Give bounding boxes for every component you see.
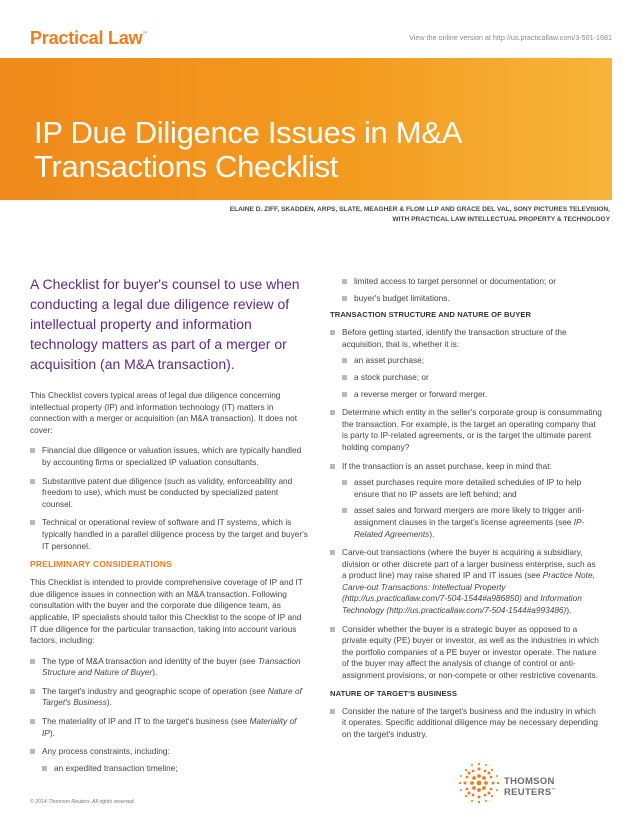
carve-out-it-link[interactable]: Information Technology (http://us.practicallaw.com/7-504-1544#a993486) xyxy=(342,593,582,616)
asset-points-sublist xyxy=(342,477,602,540)
copyright-footer: © 2014 Thomson Reuters. All rights reserved. xyxy=(30,799,136,805)
authors-line-1: ELAINE D. ZIFF, SKADDEN, ARPS, SLATE, MEAGHER & FLOM LLP AND GRACE DEL VAL, SONY PICTURES TELEVISION, xyxy=(229,206,610,213)
sub-list-item: an expedited transaction timeline; xyxy=(42,763,310,775)
list-item: Technical or operational review of software and IT systems, which is typically handled in a parallel diligence process by the target and buyer's IT personnel. xyxy=(30,517,310,552)
intro-paragraph: This Checklist covers typical areas of legal due diligence concerning intellectual property (IP) and information technology (IT) matters in connection with a merger or acquisition (an M&A transaction). It does not cover: xyxy=(30,390,298,435)
list-item: If the transaction is an asset purchase, keep in mind that: asset purchases require more detailed schedules of IP to help ensure that no IP assets are left behind; and asset sales and forward mergers are more likely to trigger anti-assignment clauses in the target's license agreements (see IP-Related Agreements). xyxy=(330,461,602,541)
constraints-sublist-continued xyxy=(330,276,602,304)
sub-list-item: asset sales and forward mergers are more likely to trigger anti-assignment clauses in the target's license agreements (see IP-Related Agreements). xyxy=(342,505,602,540)
nature-list xyxy=(330,706,602,741)
sub-list-item: a reverse merger or forward merger. xyxy=(342,389,602,401)
authors-line-2: WITH PRACTICAL LAW INTELLECTUAL PROPERTY & TECHNOLOGY xyxy=(392,216,610,223)
constraints-sublist xyxy=(42,763,310,775)
sub-list-item: buyer's budget limitations. xyxy=(342,293,602,305)
list-item: The target's industry and geographic scope of operation (see Nature of Target's Business). xyxy=(30,686,310,709)
factors-list xyxy=(30,656,310,775)
thomson-reuters-wordmark: THOMSON REUTERS™ xyxy=(504,776,556,799)
list-item: Carve-out transactions (where the buyer is acquiring a subsidiary, division or other discrete part of a larger business enterprise, such as a product line) may raise shared IP and IT issues (see Practice Note, Carve-out Transactions: Intellectual Property (http://us.practicallaw.com/7-504-1544#a986850) and Information Technology (http://us.practicallaw.com/7-504-1544#a993486)). xyxy=(330,547,602,617)
thomson-reuters-dots-icon xyxy=(458,762,500,804)
carve-out-ip-link[interactable]: Practice Note, Carve-out Transactions: Intellectual Property (http://us.practicallaw.com/7-504-1544#a986850) xyxy=(342,570,595,604)
structure-types-sublist xyxy=(342,355,602,400)
lead-paragraph: A Checklist for buyer's counsel to use when conducting a legal due diligence review of intellectual property and information technology matters as part of a merger or acquisition (an M&A transaction). xyxy=(30,276,300,372)
top-bar xyxy=(30,28,612,50)
title-banner xyxy=(0,58,612,200)
list-item: Before getting started, identify the transaction structure of the acquisition, that is, whether it is: an asset purchase; a stock purchase; or a reverse merger or forward merger. xyxy=(330,327,602,400)
cross-reference-link[interactable]: Transaction Structure and Nature of Buyer xyxy=(42,655,301,678)
cross-reference-link[interactable]: Nature of Target's Business xyxy=(42,685,302,708)
list-item: Consider the nature of the target's business and the industry in which it operates. Specific additional diligence may be necessary depending on the target's industry. xyxy=(330,706,602,741)
left-column xyxy=(30,274,310,781)
list-item: The materiality of IP and IT to the target's business (see Materiality of IP). xyxy=(30,716,310,739)
right-column xyxy=(330,276,602,747)
online-version-link[interactable]: View the online version at http://us.practicallaw.com/3-501-1681 xyxy=(409,33,612,42)
preliminary-considerations-heading: PRELIMINARY CONSIDERATIONS xyxy=(30,559,172,570)
list-item: Substantive patent due diligence (such as validity, enforceability and freedom to use), which must be conducted by specialized patent counsel. xyxy=(30,476,310,511)
nature-of-business-heading: NATURE OF TARGET'S BUSINESS xyxy=(330,688,457,698)
list-item: Consider whether the buyer is a strategic buyer as opposed to a private equity (PE) buyer or investor, as well as the industries in which the portfolio companies of a PE buyer or investor operate. The nature of the buyer may affect the analysis of change of control or anti-assignment provisions, or non-compete or other restrictive covenants. xyxy=(330,624,602,682)
page-title: IP Due Diligence Issues in M&A Transactions Checklist xyxy=(34,115,461,184)
sub-list-item: a stock purchase; or xyxy=(342,372,602,384)
authors xyxy=(90,205,610,225)
structure-list xyxy=(330,327,602,681)
list-item: Any process constraints, including: an expedited transaction timeline; xyxy=(30,746,310,774)
preliminary-paragraph: This Checklist is intended to provide comprehensive coverage of IP and IT due diligence issues in connection with an M&A transaction. Following consultation with the buyer and the corporate due diligence team, as applicable, IP specialists should tailor this Checklist to the scope of IP and IT due diligence for the particular transaction, taking into account various factors, including: xyxy=(30,577,303,646)
sub-list-item: asset purchases require more detailed schedules of IP to help ensure that no IP assets are left behind; and xyxy=(342,477,602,500)
practical-law-logo: Practical Law™ xyxy=(30,28,148,48)
transaction-structure-heading: TRANSACTION STRUCTURE AND NATURE OF BUYER xyxy=(330,310,532,320)
list-item: The type of M&A transaction and identity of the buyer (see Transaction Structure and Nature of Buyer). xyxy=(30,656,310,679)
cross-reference-link[interactable]: IP-Related Agreements xyxy=(354,516,585,539)
not-covered-list xyxy=(30,445,310,552)
cross-reference-link[interactable]: Materiality of IP xyxy=(42,716,297,738)
thomson-reuters-logo xyxy=(458,762,608,802)
list-item: Determine which entity in the seller's corporate group is consummating the transaction. For example, is the target an operating company that is party to IP-related agreements, or is the target the ultimate parent holding company? xyxy=(330,407,602,453)
sub-list-item: limited access to target personnel or documentation; or xyxy=(342,276,602,288)
sub-list-item: an asset purchase; xyxy=(342,355,602,367)
list-item: Financial due diligence or valuation issues, which are typically handled by accounting firms or specialized IP valuation consultants. xyxy=(30,445,310,468)
